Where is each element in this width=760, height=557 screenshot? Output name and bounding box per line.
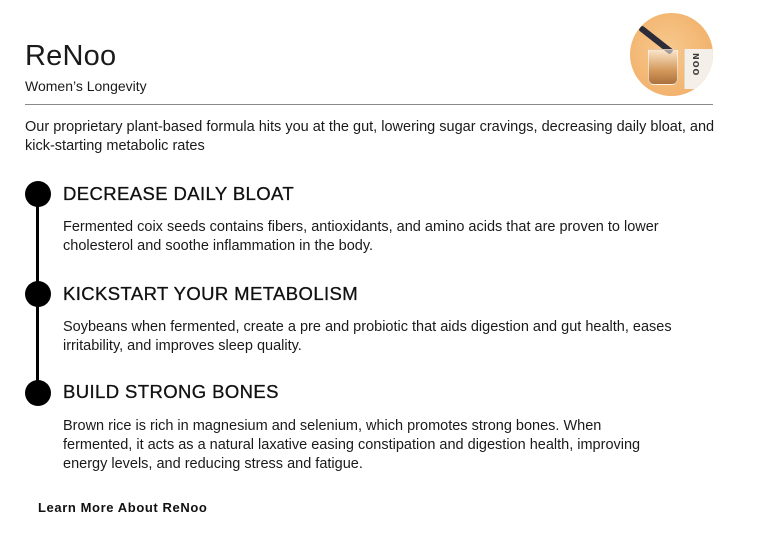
- brand-subtitle: Women’s Longevity: [25, 78, 147, 94]
- glass-icon: [648, 49, 678, 85]
- intro-text: Our proprietary plant-based formula hits you at the gut, lowering sugar cravings, decreasing daily bloat, and kick-starting metabolic rates: [25, 119, 715, 154]
- step-body-strong-bones: Brown rice is rich in magnesium and selenium, which promotes strong bones. When fermented, it acts as a natural laxative easing constipation and digestion health, improving energy levels, and reducing stress and fatigue.: [63, 418, 641, 472]
- step-dot-3: [25, 380, 51, 406]
- step-dot-1: [25, 181, 51, 207]
- step-title-strong-bones: BUILD STRONG BONES: [63, 381, 279, 402]
- product-image: [630, 13, 713, 96]
- step-title-decrease-bloat: DECREASE DAILY BLOAT: [63, 183, 295, 204]
- learn-more-link[interactable]: Learn More About ReNoo: [38, 500, 208, 515]
- brand-title: ReNoo: [25, 40, 117, 72]
- step-body-decrease-bloat: Fermented coix seeds contains fibers, antioxidants, and amino acids that are proven to lower cholesterol and soothe inflammation in the body.: [63, 219, 659, 254]
- header-divider: [25, 104, 713, 105]
- product-box-label: NOO: [691, 53, 700, 77]
- step-title-kickstart-metabolism: KICKSTART YOUR METABOLISM: [63, 283, 359, 304]
- step-body-kickstart-metabolism: Soybeans when fermented, create a pre and probiotic that aids digestion and gut health, eases irritability, and improves sleep quality.: [63, 319, 672, 354]
- step-dot-2: [25, 281, 51, 307]
